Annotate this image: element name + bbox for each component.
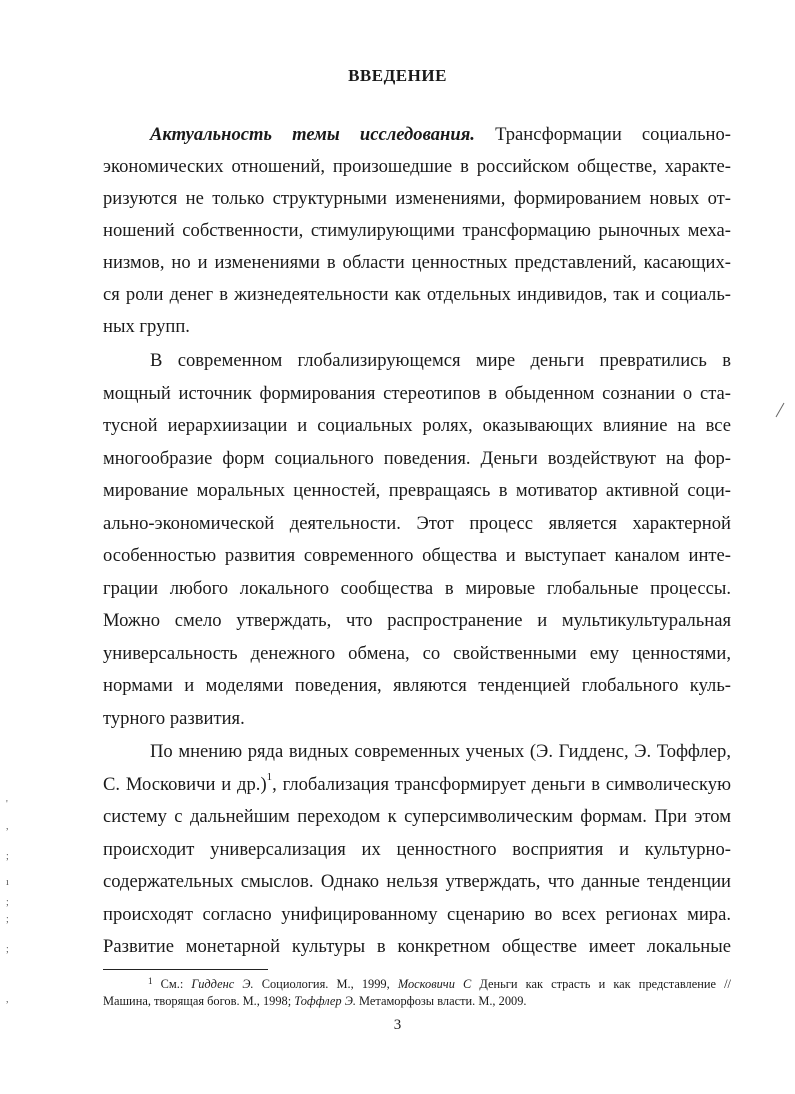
scan-speck-icon: ': [6, 799, 8, 810]
paragraph-3-line: происходит универсализация их ценностного восприятия и культурно-: [103, 839, 731, 860]
footnote-author: Московичи С: [397, 977, 472, 991]
scan-speck-icon: ,: [6, 994, 9, 1005]
paragraph-2-line: турного развития.: [103, 708, 245, 729]
paragraph-2-line: мирование моральных ценностей, превращаясь в мотиватор активной соци-: [103, 480, 731, 501]
footnote-text: См.:: [152, 977, 192, 991]
footnote-author: Тоффлер Э.: [294, 994, 356, 1008]
scan-speck-icon: ,: [6, 821, 9, 832]
paragraph-1-line: низмов, но и изменениями в области ценностных представлений, касающих-: [103, 252, 731, 273]
footnote-text: Социология. М., 1999,: [253, 977, 398, 991]
paragraph-3-line: происходят согласно унифицированному сценарию во всех регионах мира.: [103, 904, 731, 925]
footnote-author: Гидденс Э.: [191, 977, 254, 991]
paragraph-2-line: мощный источник формирования стереотипов в обыденном сознании о ста-: [103, 383, 731, 404]
paragraph-3-line-2-text: , глобализация трансформирует деньги в символическую: [272, 774, 731, 795]
footnote-ref-1[interactable]: 1: [266, 770, 273, 783]
paragraph-1-line: экономических отношений, произошедшие в российском обществе, характе-: [103, 156, 731, 177]
footnote-line-1: [148, 976, 731, 993]
paragraph-2-line: грации любого локального сообщества в мировые глобальные процессы.: [103, 578, 731, 599]
footnote-text: Машина, творящая богов. М., 1998;: [103, 994, 295, 1008]
scan-speck-icon: ;: [6, 914, 9, 925]
page-number: 3: [393, 1017, 402, 1033]
paragraph-3-line: Развитие монетарной культуры в конкретном обществе имеет локальные: [103, 936, 731, 957]
paragraph-1-line-1-text: Трансформации социально-: [474, 124, 731, 145]
footnote-text: Метаморфозы власти. М., 2009.: [355, 994, 527, 1008]
paragraph-2-line: нормами и моделями поведения, являются тенденцией глобального куль-: [103, 675, 731, 696]
paragraph-3-citation: С. Московичи и др.): [103, 774, 267, 795]
footnote-line-2: [103, 993, 731, 1009]
footnote-number: 1: [148, 976, 153, 986]
scan-speck-icon: ;: [6, 944, 9, 955]
scan-speck-icon: ı: [6, 877, 9, 888]
paragraph-2-line: особенностью развития современного общества и выступает каналом инте-: [103, 545, 731, 566]
paragraph-2-line: ально-экономической деятельности. Этот процесс является характерной: [103, 513, 731, 534]
paragraph-1-line: ношений собственности, стимулирующими трансформацию рыночных меха-: [103, 220, 731, 241]
scan-speck-icon: ;: [6, 897, 9, 908]
paragraph-1-line: ризуются не только структурными изменениями, формированием новых от-: [103, 188, 731, 209]
paragraph-3-line: систему с дальнейшим переходом к суперсимволическим формам. При этом: [103, 806, 731, 827]
paragraph-1-line-1: [150, 124, 731, 146]
scan-speck-icon: ;: [6, 851, 9, 862]
paragraph-3-line: содержательных смыслов. Однако нельзя утверждать, что данные тенденции: [103, 871, 731, 892]
footnote-text: Деньги как страсть и как представление //: [471, 977, 731, 991]
paragraph-1-line: ся роли денег в жизнедеятельности как отдельных индивидов, так и социаль-: [103, 284, 731, 305]
paragraph-1-line: ных групп.: [103, 316, 190, 337]
paragraph-2-line: универсальность денежного обмена, со свойственными ему ценностями,: [103, 643, 731, 664]
paragraph-2-line: Можно смело утверждать, что распространение и мультикультуральная: [103, 610, 731, 631]
footnote-separator: [103, 969, 268, 970]
section-title: ВВЕДЕНИЕ: [348, 66, 447, 85]
paragraph-3-line-2: [103, 770, 731, 796]
paragraph-2-line: В современном глобализирующемся мире деньги превратились в: [150, 350, 731, 371]
paragraph-3-line: По мнению ряда видных современных ученых (Э. Гидденс, Э. Тоффлер,: [150, 741, 731, 762]
lead-phrase: Актуальность темы исследования.: [150, 124, 475, 145]
scan-mark-icon: [774, 402, 786, 418]
paragraph-2-line: тусной иерархиизации и социальных ролях, оказывающих влияние на все: [103, 415, 731, 436]
paragraph-2-line: многообразие форм социального поведения. Деньги воздействуют на фор-: [103, 448, 731, 469]
